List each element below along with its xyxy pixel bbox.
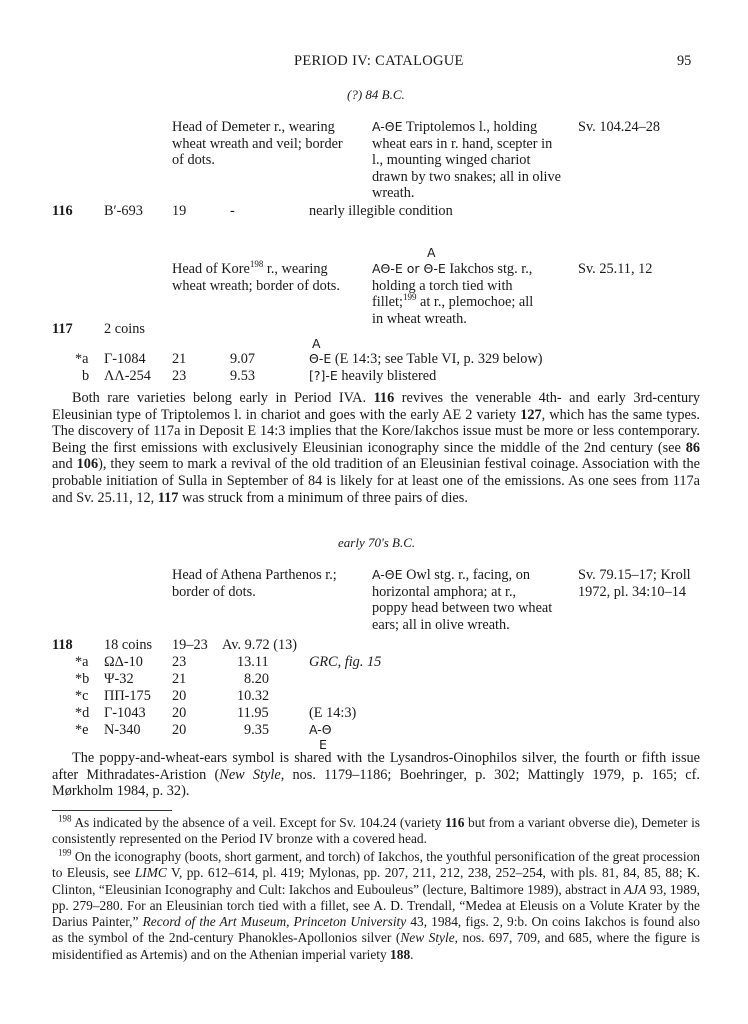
reverse-legend: A-ΘE (372, 567, 403, 582)
variety-note: GRC, fig. 15 (309, 654, 382, 670)
legend-superscript: A (427, 245, 436, 260)
catalogue-number: 118 (52, 637, 73, 653)
variety-legend: A-Θ (309, 722, 332, 737)
weight: 9.53 (230, 368, 256, 384)
footnote-199: $^{199}$ On the iconography (boots, short garment, and torch) of Iakchos, the youthful personification of the great procession to Eleusis, see LIMC V, pp. 612–614, pl. 419; Mylonas, pp. 207, 211, 212, 238, 252–254, with pls. 81, 84, 85, 88; K. Clinton, “Eleusinian Iconography and Cult: Iakchos and Eubouleus” (lecture, Baltimore 1989), abstract in AJA 93, 1989, pp. 279–280. For an Eleusinian torch tied with a fillet, see A. D. Trendall, “Medea at Eleusis on a Volute Krater by the Darius Painter,” Record of the Art Museum, Princeton University 43, 1984, figs. 2, 9:b. On coins Iakchos is found also as the symbol of the 2nd-century Phanokles-Apollonios silver (New Style, nos. 697, 709, and 685, where the figure is misidentified as Artemis) and on the Athenian imperial variety 188. (52, 847, 701, 962)
coin-count: 2 coins (104, 321, 145, 337)
commentary-paragraph: Both rare varieties belong early in Period IVA. 116 revives the venerable 4th- and early 3rd-century Eleusinian type of Triptolemos l. in chariot and goes with the early AE 2 variety 127, which has the same types. The discovery of 117a in Deposit E 14:3 implies that the Kore/Iakchos issue must be more or less contemporary. Being the first emissions with exclusively Eleusinian iconography since the middle of the 2nd century (see 86 and 106), they seem to mark a revival of the old tradition of an Eleusinian festival coinage. Association with the probable initiation of Sulla in September of 84 is likely for at least one of the emissions. As one sees from 117a and Sv. 25.11, 12, 117 was struck from a minimum of three pairs of dies. (52, 390, 701, 506)
weight: 8.20 (244, 671, 270, 687)
section-date: early 70's B.C. (338, 535, 416, 550)
footnote-number: 199 (58, 847, 72, 858)
variety-mark: *a (75, 351, 89, 367)
specimen-id: Γ-1043 (104, 705, 146, 721)
specimen-id: ΠΠ-175 (104, 688, 151, 704)
specimen-id: ΩΔ-10 (104, 654, 143, 670)
weight: 13.11 (237, 654, 269, 670)
reverse-description: AΘ-E or Θ-E Iakchos stg. r., holding a torch tied with fillet;$^{199}$ at r., plemochoe; all in wheat wreath. (372, 261, 534, 327)
diameter: 21 (172, 671, 187, 687)
variety-note: [?]-E heavily blistered (309, 368, 437, 384)
reverse-description: A-ΘE Owl stg. r., facing, on horizontal amphora; at r., poppy head between two wheat ears; all in olive wreath. (372, 567, 553, 633)
specimen-id: B′-693 (104, 203, 143, 219)
footnote-ref: 198 (249, 259, 264, 270)
variety-mark: *c (75, 688, 89, 704)
obverse-description: Head of Demeter r., wearing wheat wreath and veil; border of dots. (172, 119, 343, 168)
diameter: 20 (172, 705, 187, 721)
diameter: 19 (172, 203, 187, 219)
condition-note: nearly illegible condition (309, 203, 453, 219)
specimen-id: Γ-1084 (104, 351, 146, 367)
catalogue-number: 117 (52, 321, 73, 337)
commentary-paragraph: The poppy-and-wheat-ears symbol is shared with the Lysandros-Oinophilos silver, the fourth or fifth issue after Mithradates-Aristion (New Style, nos. 1179–1186; Boehringer, p. 302; Mattingly 1979, p. 165; cf. Mørkholm 1984, p. 32). (52, 750, 700, 800)
sylloge-reference: Sv. 104.24–28 (578, 119, 661, 135)
specimen-id: N-340 (104, 722, 141, 738)
diameter: 20 (172, 688, 187, 704)
reverse-legend: A-ΘE (372, 119, 403, 134)
variety-mark: *a (75, 654, 89, 670)
coin-count: 18 coins (104, 637, 153, 653)
sylloge-reference: Sv. 79.15–17; Kroll 1972, pl. 34:10–14 (578, 567, 691, 600)
variety-mark: *e (75, 722, 89, 738)
obverse-description: Head of Athena Parthenos r.; border of dots. (172, 567, 337, 600)
weight: 10.32 (237, 688, 270, 704)
diameter: 20 (172, 722, 187, 738)
footnote-198: $^{198}$ As indicated by the absence of a veil. Except for Sv. 104.24 (variety 116 but from a variant obverse die), Demeter is consistently represented on the Period IV bronze with a covered head. (52, 813, 701, 847)
sylloge-reference: Sv. 25.11, 12 (578, 261, 653, 277)
reverse-description: A-ΘE Triptolemos l., holding wheat ears in r. hand, scepter in l., mounting winged chariot drawn by two snakes; all in olive wreath. (372, 119, 562, 201)
diameter: 19–23 (172, 637, 208, 653)
variety-mark: *b (75, 671, 90, 687)
weight: - (230, 203, 235, 219)
weight: 9.07 (230, 351, 256, 367)
footnote-ref: 199 (402, 292, 417, 303)
variety-note: Θ-E (E 14:3; see Table VI, p. 329 below) (309, 351, 543, 367)
catalogue-number: 116 (52, 203, 73, 219)
reverse-legend: AΘ-E or Θ-E (372, 261, 446, 276)
running-title: PERIOD IV: CATALOGUE (294, 53, 464, 69)
variety-mark: b (82, 368, 90, 384)
diameter: 23 (172, 654, 187, 670)
footnote-divider (52, 810, 172, 811)
variety-mark: *d (75, 705, 90, 721)
legend-subscript: E (319, 737, 327, 752)
weight: 11.95 (237, 705, 269, 721)
page-number: 95 (677, 53, 692, 69)
variety-note: (E 14:3) (309, 705, 357, 721)
legend-superscript: A (312, 336, 321, 351)
specimen-id: ΛΛ-254 (104, 368, 151, 384)
weight: 9.35 (244, 722, 270, 738)
diameter: 23 (172, 368, 187, 384)
diameter: 21 (172, 351, 187, 367)
obverse-description: Head of Kore$^{198}$ r., wearing wheat wreath; border of dots. (172, 259, 340, 294)
footnote-number: 198 (58, 813, 72, 824)
average-weight: Av. 9.72 (13) (222, 637, 298, 653)
section-date: (?) 84 B.C. (347, 87, 405, 102)
specimen-id: Ψ-32 (104, 671, 134, 687)
